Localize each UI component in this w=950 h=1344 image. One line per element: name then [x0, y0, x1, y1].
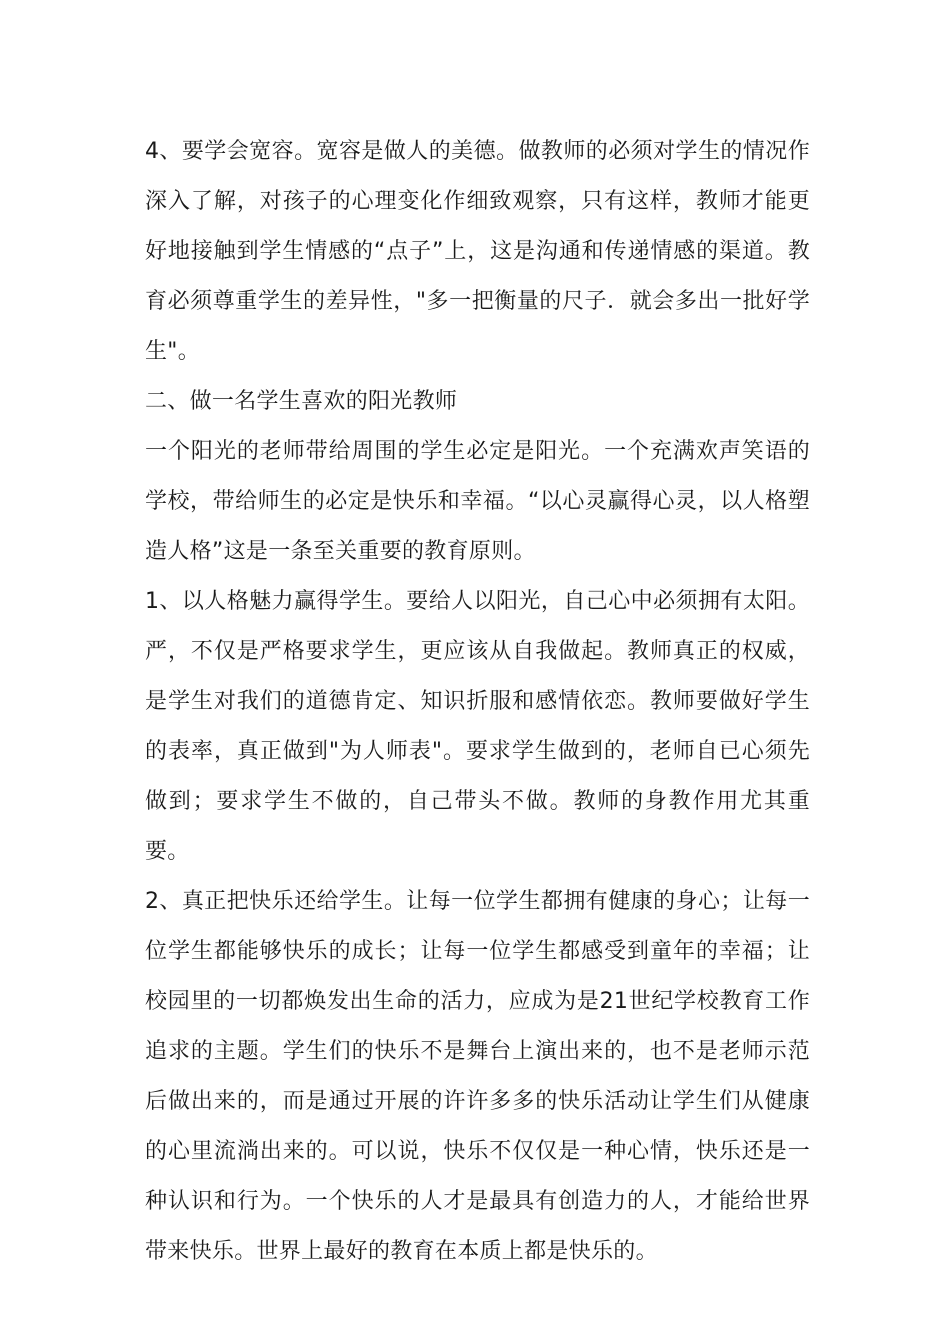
section-heading-sunshine-teacher: 二、做一名学生喜欢的阳光教师: [145, 389, 458, 414]
paragraph-tolerance: 4、要学会宽容。宽容是做人的美德。做教师的必须对学生的情况作深入了解，对孩子的心理变化作细致观察，只有这样，教师才能更好地接触到学生情感的“点子”上，这是沟通和传递情感的渠道。教育必须尊重学生的差异性，"多一把衡量的尺子．就会多出一批好学生"。: [145, 139, 810, 364]
paragraph-personality-charm: 1、以人格魅力赢得学生。要给人以阳光，自己心中必须拥有太阳。严，不仅是严格要求学生，更应该从自我做起。教师真正的权威，是学生对我们的道德肯定、知识折服和感情依恋。教师要做好学生的表率，真正做到"为人师表"。要求学生做到的，老师自已心须先做到；要求学生不做的，自己带头不做。教师的身教作用尤其重要。: [145, 589, 810, 864]
paragraph-sunshine-intro: 一个阳光的老师带给周围的学生必定是阳光。一个充满欢声笑语的学校，带给师生的必定是快乐和幸福。“以心灵赢得心灵，以人格塑造人格”这是一条至关重要的教育原则。: [145, 439, 810, 564]
paragraph-return-happiness: 2、真正把快乐还给学生。让每一位学生都拥有健康的身心；让每一位学生都能够快乐的成长；让每一位学生都感受到童年的幸福；让校园里的一切都焕发出生命的活力，应成为是21世纪学校教育工作追求的主题。学生们的快乐不是舞台上演出来的，也不是老师示范后做出来的，而是通过开展的许许多多的快乐活动让学生们从健康的心里流淌出来的。可以说，快乐不仅仅是一种心情，快乐还是一种认识和行为。一个快乐的人才是最具有创造力的人，才能给世界带来快乐。世界上最好的教育在本质上都是快乐的。: [145, 889, 810, 1264]
document-body: [145, 127, 810, 1277]
